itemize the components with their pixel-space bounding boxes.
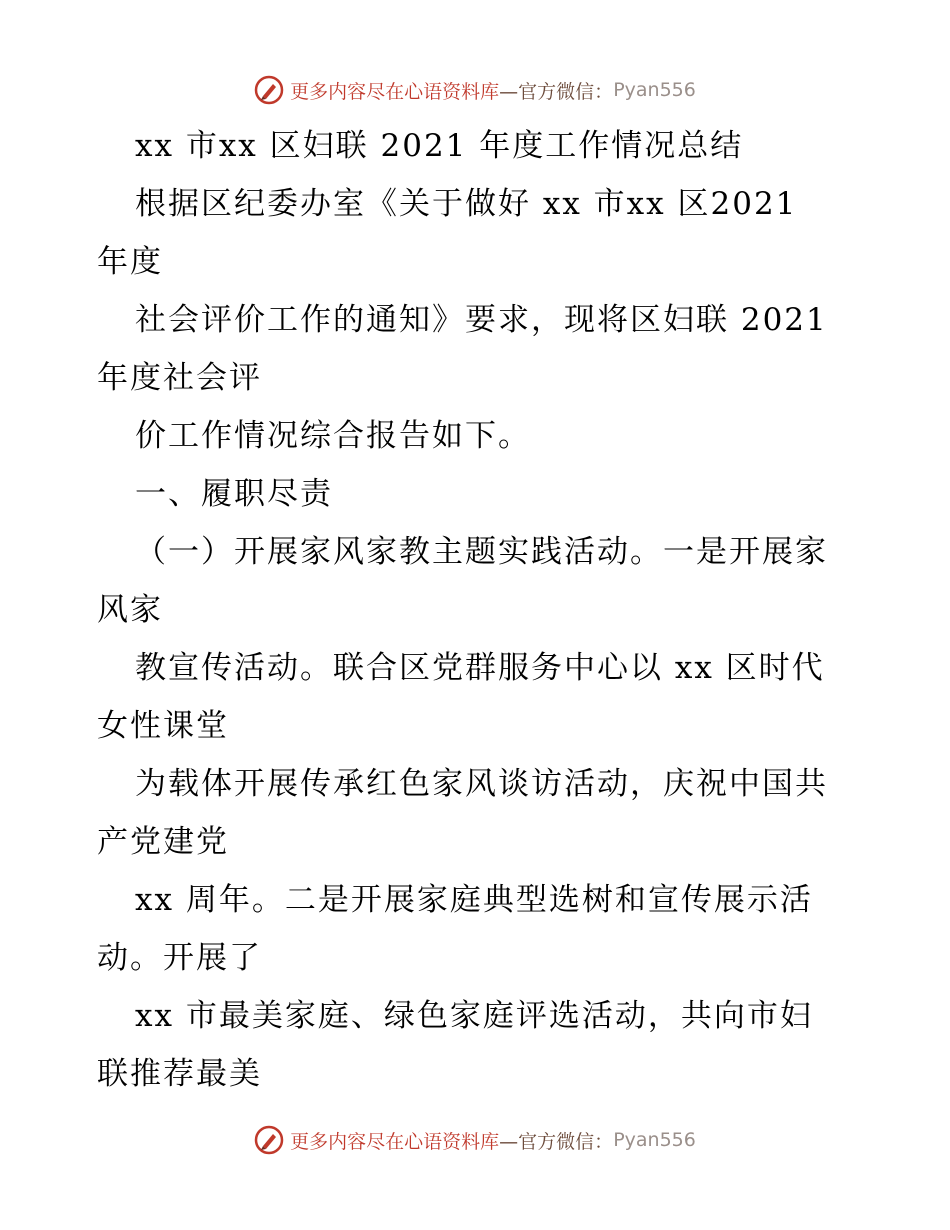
document-line: 教宣传活动。联合区党群服务中心以 xx 区时代 (135, 650, 825, 686)
document-line: （一）开展家风家教主题实践活动。一是开展家 (135, 534, 828, 570)
document-line: 女性课堂 (97, 708, 229, 744)
pen-logo-icon (254, 1125, 284, 1155)
banner-wechat-id: Pyan556 (613, 79, 696, 101)
document-line: 一、履职尽责 (135, 476, 333, 512)
document-line: 风家 (97, 592, 163, 628)
document-line: xx 市最美家庭、绿色家庭评选活动，共向市妇 (135, 998, 813, 1034)
document-line: 根据区纪委办室《关于做好 xx 市xx 区2021 (135, 186, 798, 222)
document-line: 联推荐最美 (97, 1056, 262, 1092)
footer-banner (0, 1120, 950, 1160)
document-line: 动。开展了 (97, 940, 262, 976)
banner-wechat-label: —官方微信： (499, 1130, 614, 1153)
header-banner (0, 70, 950, 110)
banner-wechat-label: —官方微信： (499, 80, 614, 103)
document-line: 年度社会评 (97, 360, 262, 396)
document-line: 产党建党 (97, 824, 229, 860)
document-line: 年度 (97, 244, 163, 280)
document-line: 为载体开展传承红色家风谈访活动，庆祝中国共 (135, 766, 828, 802)
banner-wechat-id: Pyan556 (613, 1129, 696, 1151)
document-line: 社会评价工作的通知》要求，现将区妇联 2021 (135, 302, 828, 338)
banner-title: 更多内容尽在心语资料库 (290, 1130, 500, 1153)
document-title: xx 市xx 区妇联 2021 年度工作情况总结 (135, 128, 744, 164)
banner-title: 更多内容尽在心语资料库 (290, 80, 500, 103)
document-line: xx 周年。二是开展家庭典型选树和宣传展示活 (135, 882, 813, 918)
document-line: 价工作情况综合报告如下。 (135, 418, 531, 454)
pen-logo-icon (254, 75, 284, 105)
